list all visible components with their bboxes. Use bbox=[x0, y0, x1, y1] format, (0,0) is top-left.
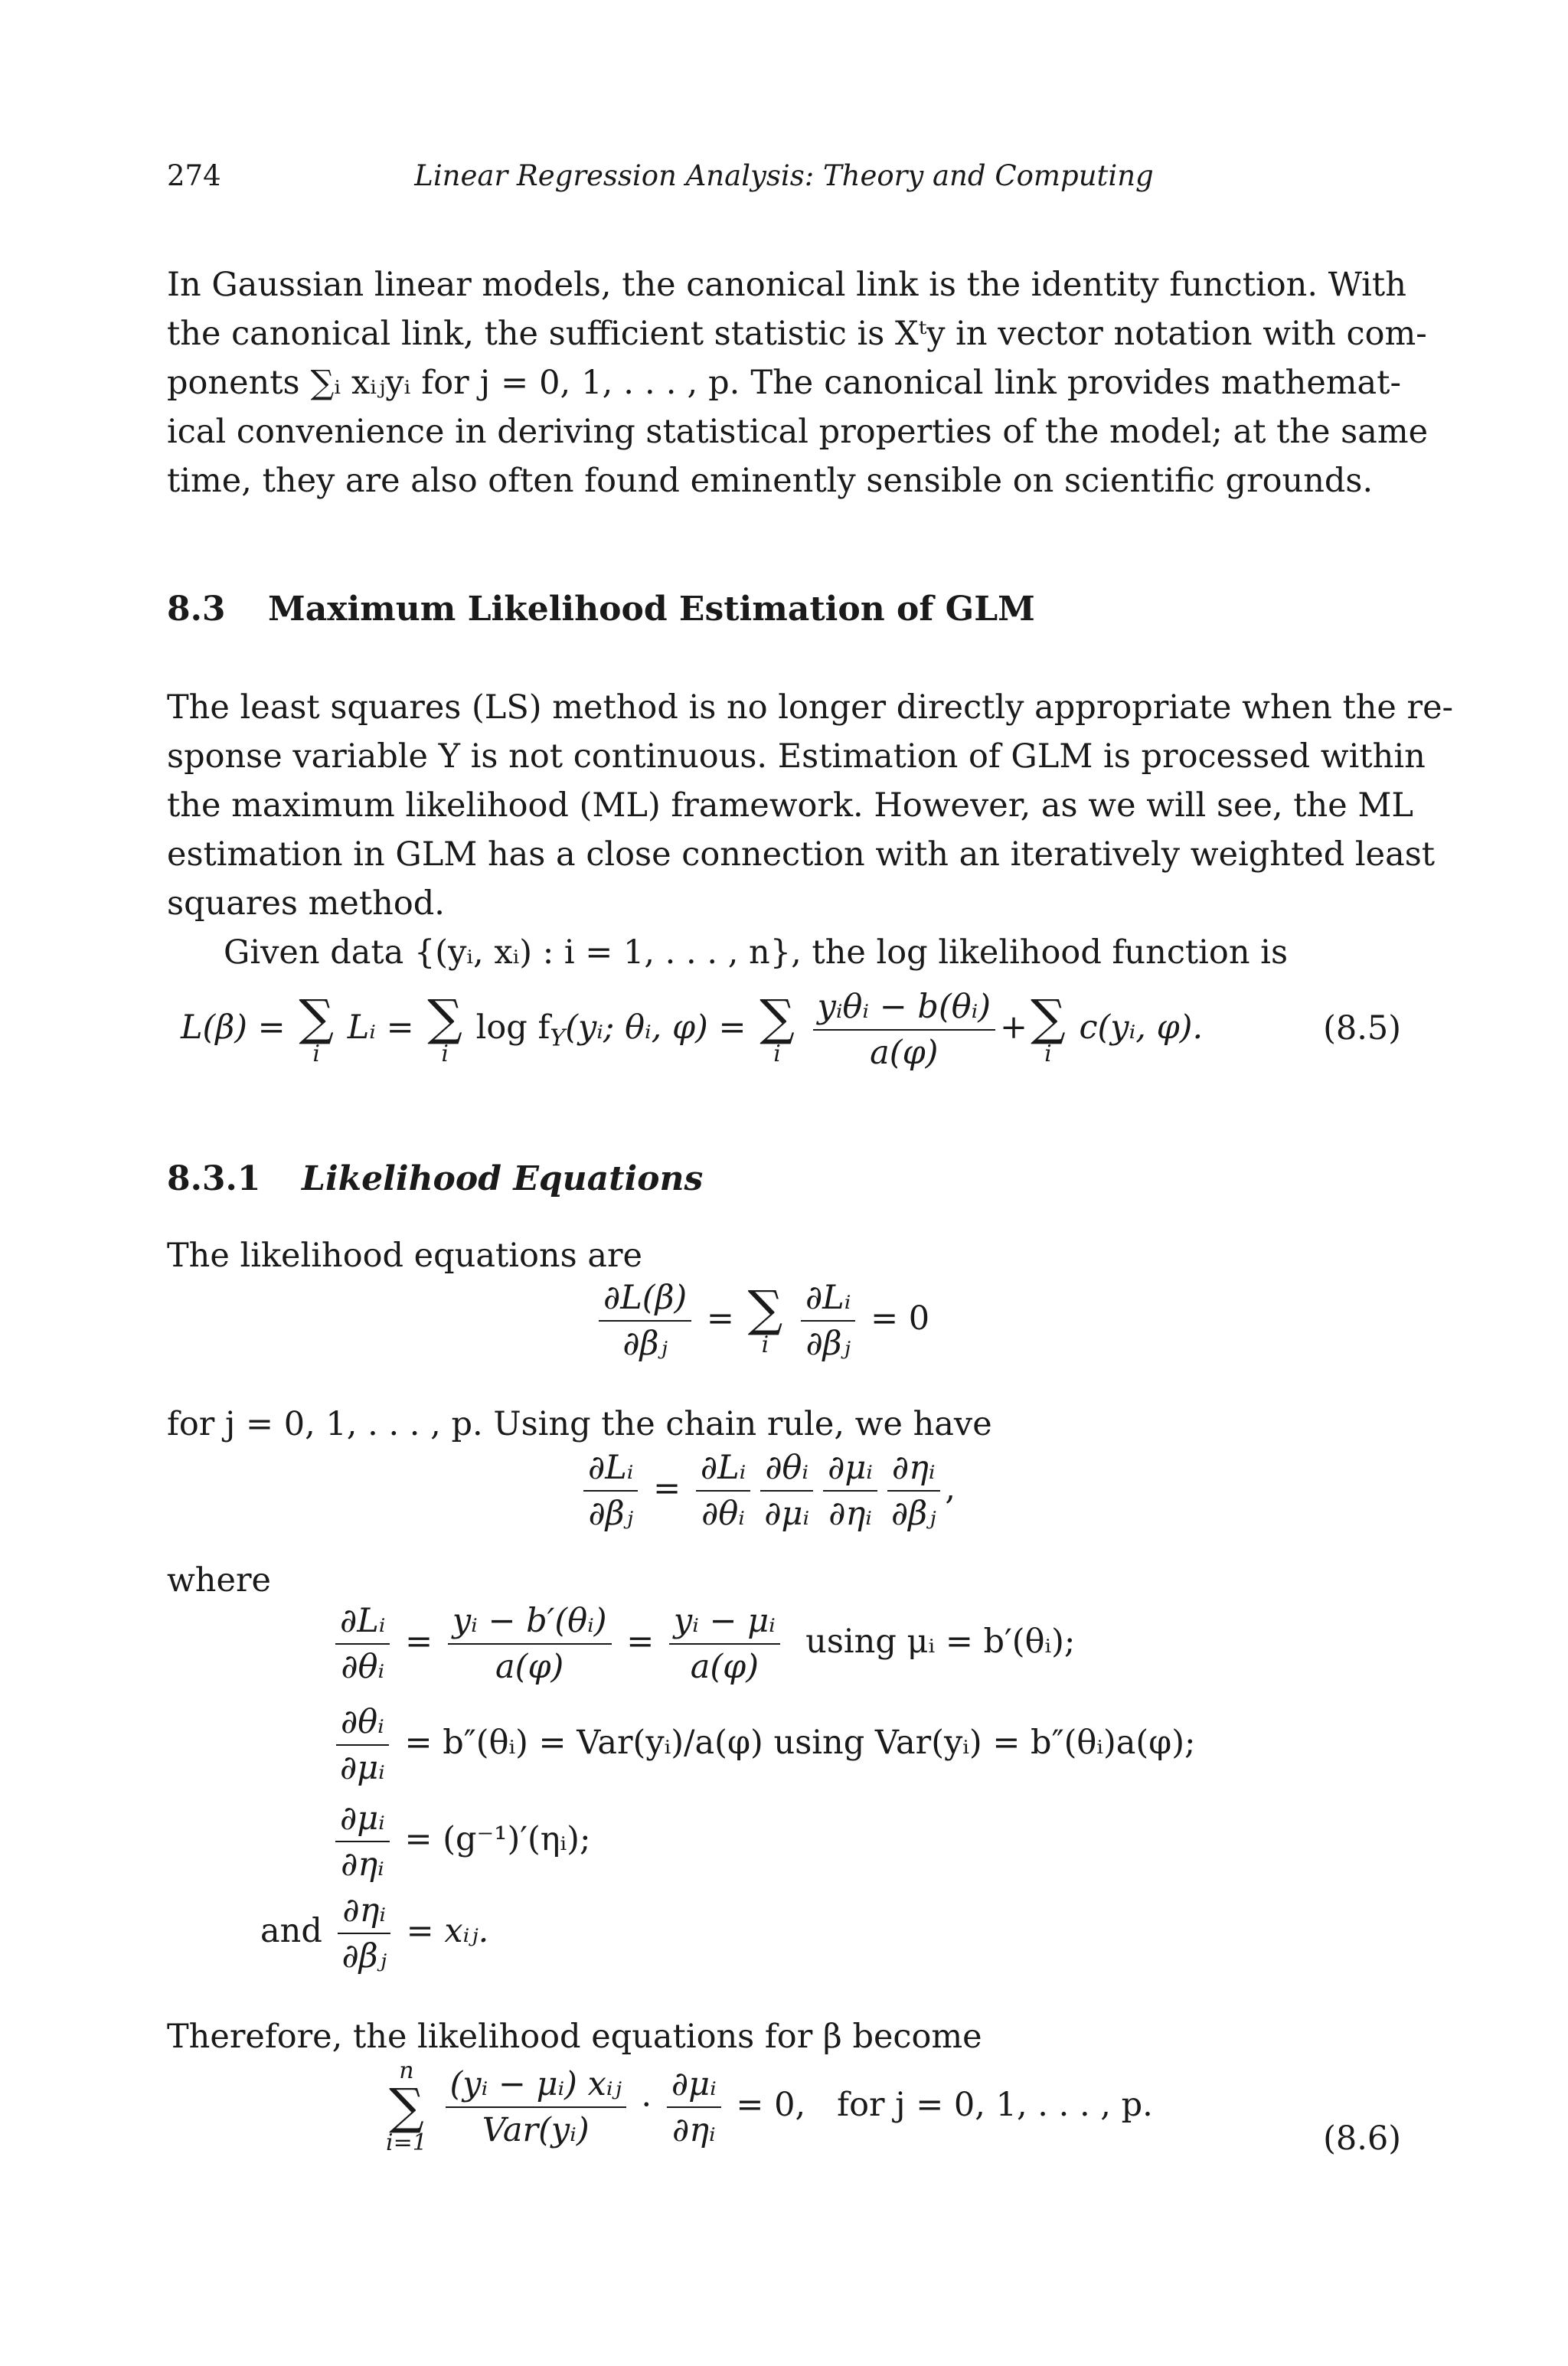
fraction: $\frac{\text{∂θᵢ}}{\text{∂μᵢ}}$ bbox=[335, 1703, 390, 1787]
subsection-heading bbox=[167, 1159, 703, 1198]
text-where: where bbox=[167, 1561, 271, 1600]
text-line: ical convenience in deriving statistical properties of the model; at the same bbox=[167, 413, 1429, 451]
page-number: 274 bbox=[167, 159, 221, 192]
section-heading bbox=[167, 590, 1035, 629]
summation: ∑ i bbox=[760, 990, 795, 1067]
fraction: $\frac{\text{∂μᵢ}}{\text{∂ηᵢ}}$ bbox=[335, 1799, 390, 1884]
section-title: Maximum Likelihood Estimation of GLM bbox=[268, 590, 1035, 629]
running-header bbox=[167, 159, 1401, 198]
text-line: estimation in GLM has a close connection with an iteratively weighted least bbox=[167, 835, 1436, 874]
fraction: $\frac{\text{∂μᵢ}}{\text{∂ηᵢ}}$ bbox=[823, 1449, 877, 1533]
eq-term: c(yᵢ, φ). bbox=[1079, 1008, 1204, 1047]
equation-number: (8.6) bbox=[1323, 2119, 1401, 2158]
paragraph-canonical-link bbox=[167, 260, 1429, 505]
fraction: $\frac{\text{∂μᵢ}}{\text{∂ηᵢ}}$ bbox=[667, 2065, 721, 2149]
text-line: time, they are also often found eminently sensible on scientific grounds. bbox=[167, 462, 1374, 500]
section-number: 8.3 bbox=[167, 590, 226, 629]
fraction: $\frac{\text{∂Lᵢ}}{\text{∂θᵢ}}$ bbox=[696, 1449, 750, 1533]
text-chain-rule: for j = 0, 1, . . . , p. Using the chain rule, we have bbox=[167, 1405, 992, 1443]
derivative-row-2: $\frac{\text{∂θᵢ}}{\text{∂μᵢ}}$ = b″(θᵢ) = Var(yᵢ)/a(φ) using Var(yᵢ) = b″(θᵢ)a(φ); bbox=[331, 1703, 1196, 1787]
derivative-row-1: $\frac{\text{∂Lᵢ}}{\text{∂θᵢ}}$ = $\frac{\text{yᵢ − b′(θᵢ)}}{a(\varphi)}$ = $\frac{\text{yᵢ − μᵢ}}{a(\varphi)}$ using μᵢ = b′(θᵢ); bbox=[331, 1602, 1075, 1686]
eq-term: (yᵢ; θᵢ, φ) = bbox=[565, 1008, 746, 1047]
text-line: the canonical link, the sufficient statistic is Xᵗy in vector notation with com- bbox=[167, 315, 1427, 353]
summation: ∑ i bbox=[1031, 990, 1066, 1067]
eq-lhs: L(β) = bbox=[181, 1008, 286, 1047]
fraction: $\frac{\text{yᵢ − μᵢ}}{a(\varphi)}$ bbox=[669, 1602, 780, 1686]
equation-8-6: n ∑ i=1 $\frac{\text{(yᵢ − μᵢ) xᵢⱼ}}{\text{Var(yᵢ)}}$ · $\frac{\text{∂μᵢ}}{\text{∂ηᵢ}}$ = 0, for j = 0, 1, . . . , p. bbox=[386, 2057, 1153, 2156]
subsection-title: Likelihood Equations bbox=[302, 1159, 704, 1198]
equation-8-5: L(β) = ∑ i Lᵢ = ∑ i $\log f_Y(yᵢ$; θᵢ, φ) = ∑ i $\frac{\text{yᵢθᵢ − b(θᵢ)}}{a(\varphi)}$ + ∑ i c(yᵢ, φ). bbox=[181, 988, 1204, 1072]
fraction: $\frac{\text{yᵢ − b′(θᵢ)}}{a(\varphi)}$ bbox=[448, 1602, 612, 1686]
text-line: The least squares (LS) method is no longer directly appropriate when the re- bbox=[167, 688, 1454, 727]
summation: ∑ i bbox=[747, 1281, 783, 1358]
equation-chain-rule: $\frac{\text{∂Lᵢ}}{\text{∂βⱼ}}$ = $\frac{\text{∂Lᵢ}}{\text{∂θᵢ}}$ $\frac{\text{∂θᵢ}}{\text{∂μᵢ}}$ $\frac{\text{∂μᵢ}}{\text{∂ηᵢ}}$ $\frac{\text{∂ηᵢ}}{\text{∂βⱼ}}$ , bbox=[579, 1449, 956, 1533]
equation-number: (8.5) bbox=[1323, 1009, 1401, 1047]
text-line: squares method. bbox=[167, 884, 445, 923]
fraction: $\frac{\text{∂Lᵢ}}{\text{∂βⱼ}}$ bbox=[583, 1449, 638, 1533]
text-likelihood: The likelihood equations are bbox=[167, 1237, 642, 1275]
fraction: $\frac{\text{yᵢθᵢ − b(θᵢ)}}{a(\varphi)}$ bbox=[813, 988, 995, 1072]
fraction: $\frac{\text{∂θᵢ}}{\text{∂μᵢ}}$ bbox=[760, 1449, 814, 1533]
running-title: Linear Regression Analysis: Theory and Computing bbox=[414, 159, 1154, 192]
derivative-row-4: and $\frac{\text{∂ηᵢ}}{\text{∂βⱼ}}$ = xᵢⱼ. bbox=[260, 1891, 489, 1975]
text-line: Given data {(yᵢ, xᵢ) : i = 1, . . . , n}, the log likelihood function is bbox=[224, 933, 1289, 972]
equation-likelihood: $\frac{\partial L(\beta)}{\text{∂βⱼ}}$ = ∑ i $\frac{\text{∂Lᵢ}}{\text{∂βⱼ}}$ = 0 bbox=[594, 1279, 929, 1363]
text-line: ponents ∑ᵢ xᵢⱼyᵢ for j = 0, 1, . . . , p. The canonical link provides mathemat- bbox=[167, 364, 1401, 402]
fraction: $\frac{\text{∂Lᵢ}}{\text{∂θᵢ}}$ bbox=[335, 1602, 390, 1686]
fraction: $\frac{\partial L(\beta)}{\text{∂βⱼ}}$ bbox=[599, 1279, 691, 1363]
fraction: $\frac{\text{(yᵢ − μᵢ) xᵢⱼ}}{\text{Var(yᵢ)}}$ bbox=[446, 2065, 626, 2149]
derivative-row-3: $\frac{\text{∂μᵢ}}{\text{∂ηᵢ}}$ = (g⁻¹)′(ηᵢ); bbox=[331, 1799, 590, 1884]
text-line: sponse variable Y is not continuous. Estimation of GLM is processed within bbox=[167, 737, 1426, 776]
eq-term: log f bbox=[475, 1008, 550, 1047]
text-line: the maximum likelihood (ML) framework. However, as we will see, the ML bbox=[167, 786, 1413, 825]
fraction: $\frac{\text{∂Lᵢ}}{\text{∂βⱼ}}$ bbox=[801, 1279, 855, 1363]
paragraph-ml-estimation bbox=[167, 683, 1454, 977]
summation: ∑ i bbox=[299, 990, 335, 1067]
summation: n ∑ i=1 bbox=[386, 2057, 427, 2156]
fraction: $\frac{\text{∂ηᵢ}}{\text{∂βⱼ}}$ bbox=[338, 1891, 391, 1975]
eq-term: Lᵢ = bbox=[347, 1008, 414, 1047]
text-line: In Gaussian linear models, the canonical link is the identity function. With bbox=[167, 266, 1406, 304]
text-therefore: Therefore, the likelihood equations for β become bbox=[167, 2018, 982, 2056]
summation: ∑ i bbox=[427, 990, 462, 1067]
subsection-number: 8.3.1 bbox=[167, 1159, 261, 1198]
fraction: $\frac{\text{∂ηᵢ}}{\text{∂βⱼ}}$ bbox=[887, 1449, 940, 1533]
